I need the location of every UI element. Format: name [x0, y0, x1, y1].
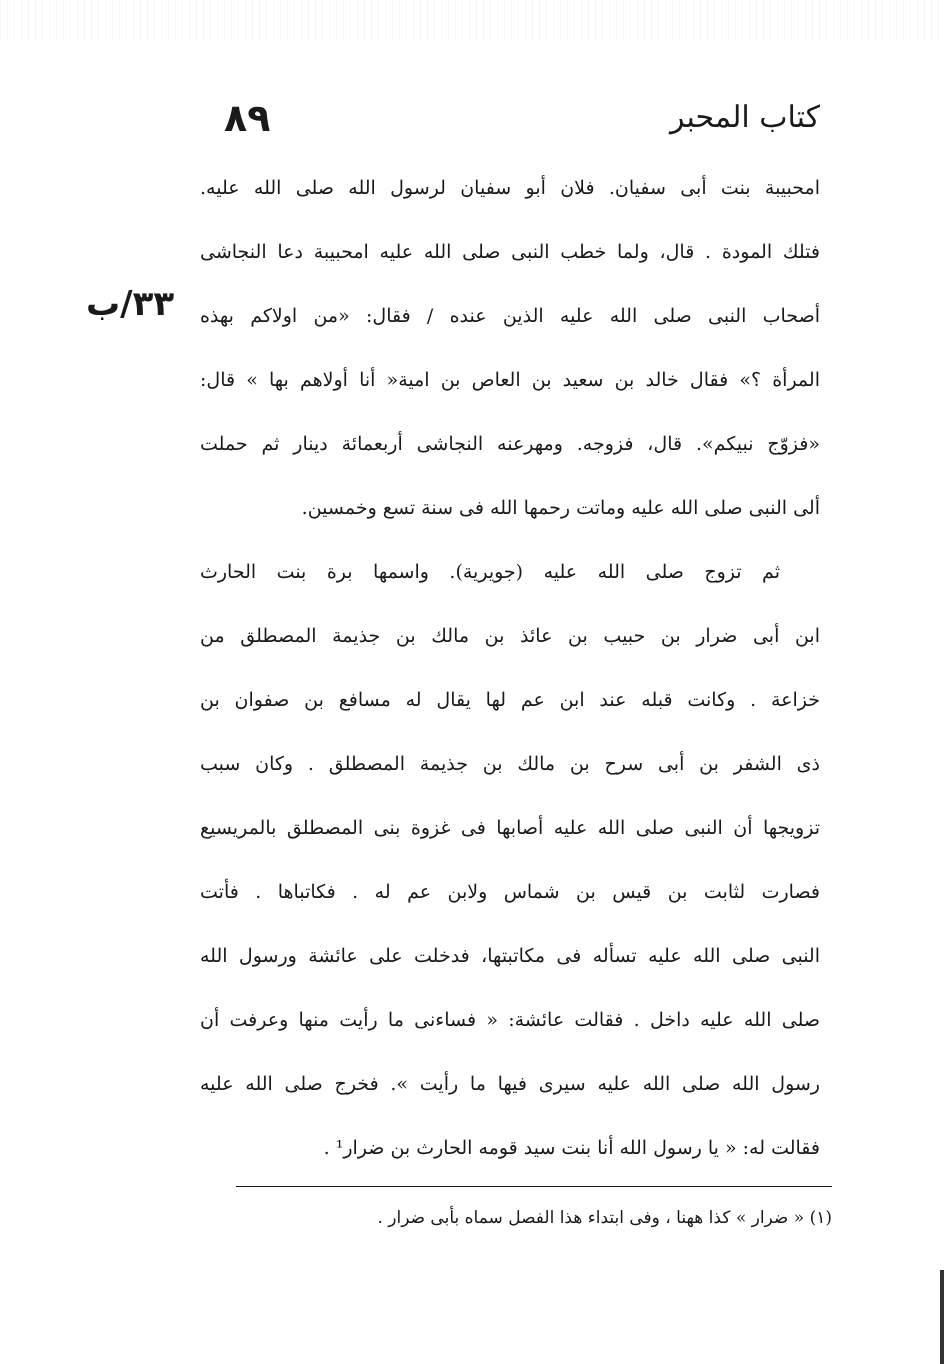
- text-line: فقالت له: « يا رسول الله أنا بنت سيد قومه الحارث بن ضرار¹ .: [323, 1137, 820, 1159]
- text-line: ألى النبى صلى الله عليه وماتت رحمها الله فى سنة تسع وخمسين.: [301, 497, 820, 519]
- body-text: [200, 156, 820, 1180]
- text-line: ابن أبى ضرار بن حبيب بن عائذ بن مالك بن جذيمة المصطلق من: [200, 625, 820, 647]
- text-line: أصحاب النبى صلى الله عليه الذين عنده / فقال: «من اولاكم بهذه: [200, 305, 820, 327]
- footnote: (١) « ضرار » كذا ههنا ، وفى ابتداء هذا الفصل سماه بأبى ضرار .: [377, 1208, 832, 1228]
- margin-folio-reference: ٣٣/ب: [86, 284, 175, 324]
- scan-noise-edge: [0, 0, 944, 40]
- text-line: النبى صلى الله عليه تسأله فى مكاتبتها، فدخلت على عائشة ورسول الله: [200, 945, 820, 967]
- text-line: المرأة ؟» فقال خالد بن سعيد بن العاص بن امية« أنا أولاهم بها » قال:: [200, 369, 820, 391]
- text-line: تزويجها أن النبى صلى الله عليه أصابها فى غزوة بنى المصطلق بالمريسيع: [200, 817, 820, 839]
- footnote-divider: [236, 1186, 832, 1187]
- scan-edge-mark: [940, 1270, 944, 1364]
- text-line: امحبيبة بنت أبى سفيان. فلان أبو سفيان لرسول الله صلى الله عليه.: [200, 177, 820, 199]
- text-line: فصارت لثابت بن قيس بن شماس ولابن عم له . فكاتباها . فأتت: [200, 881, 820, 903]
- running-title: كتاب المحبر: [669, 100, 820, 135]
- text-line: رسول الله صلى الله عليه سيرى فيها ما رأيت ». فخرج صلى الله عليه: [200, 1073, 820, 1095]
- text-line: ذى الشفر بن أبى سرح بن مالك بن جذيمة المصطلق . وكان سبب: [200, 753, 820, 775]
- page-header: [200, 96, 820, 146]
- text-line: خزاعة . وكانت قبله عند ابن عم لها يقال له مسافع بن صفوان بن: [200, 689, 820, 711]
- text-line: ثم تزوج صلى الله عليه (جويرية). واسمها برة بنت الحارث: [200, 561, 780, 583]
- text-line: «فزوّج نبيكم». قال، فزوجه. ومهرعنه النجاشى أربعمائة دينار ثم حملت: [200, 433, 820, 455]
- page-number: ٨٩: [224, 96, 271, 140]
- text-line: صلى الله عليه داخل . فقالت عائشة: « فساءنى ما رأيت منها وعرفت أن: [200, 1009, 820, 1031]
- text-line: فتلك المودة . قال، ولما خطب النبى صلى الله عليه امحبيبة دعا النجاشى: [200, 241, 820, 263]
